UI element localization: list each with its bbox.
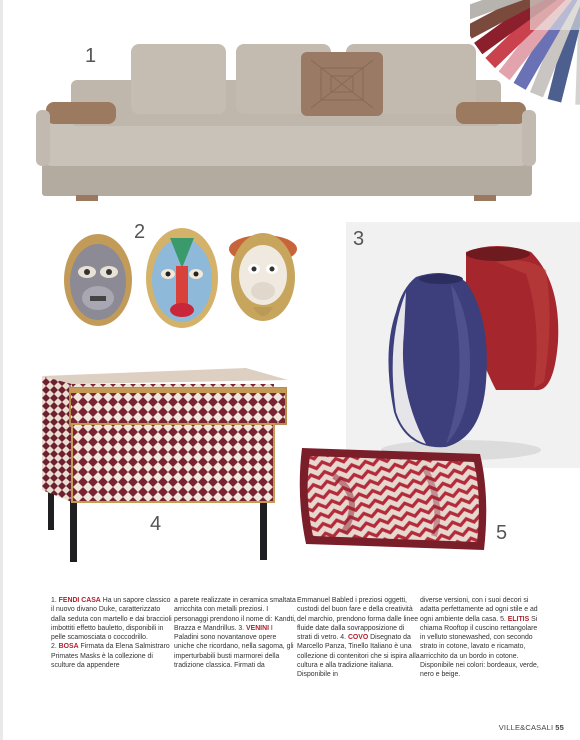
label-4: 4 [150, 513, 162, 535]
brand-fendi-casa: FENDI CASA [58, 597, 101, 604]
para-text-5: Si chiama Rooftop il cuscino rettangolare in velluto stonewashed, con secondo strato in cotone, lavato e ricamato, arricchito da un bordo in cotone. Disponibile nei colori: bordeaux, verde, nero e beige. [420, 615, 539, 679]
magazine-name: VILLE&CASALI [498, 723, 554, 732]
label-3: 3 [353, 228, 365, 250]
primates-masks-image [58, 222, 308, 337]
label-2: 2 [134, 221, 146, 243]
venini-vases-image [346, 222, 580, 468]
para-text-3-cont: Emmanuel Babled i preziosi oggetti, custodi del buon fare e della creatività del marchio, prendono forma dalle linee fluide date dalla sovrapposizione di strati di vetro. [297, 597, 419, 642]
para-text-4: Disegnato da Marcello Panza, Tinello Italiano è una collezione di contenitori che si ispira alla cultura e alla tradizione italiana. Disponibile in [297, 634, 420, 679]
para-num-2: 2. [51, 643, 57, 651]
tinello-cabinet-image [38, 362, 293, 572]
para-text-1: Ha un sapore classico il nuovo divano Duke, caratterizzato dalla seduta con martello e dai braccioli imbottiti effetto bauletto, disponibili in pelle scamosciata o coccodrillo. [51, 597, 172, 642]
para-text-3: I Paladini sono novantanove opere uniche che ricordano, nella sagoma, gli imperturbabili busti marmorei della tradizione classica. Firmati da [174, 624, 294, 670]
brand-venini: VENINI [246, 624, 269, 632]
para-text-2-cont: a parete realizzate in ceramica smaltata arricchita con metalli preziosi. I personaggi prendono il nome di: Kandti, Brazza e Mandrillus. [174, 597, 296, 632]
para-num-3: 3. [238, 624, 245, 632]
para-num-4: 4. [340, 634, 347, 642]
label-1: 1 [85, 45, 97, 67]
para-text-2: Firmata da Elena Salmistraro Primates Masks è la collezione di sculture da appendere [51, 643, 170, 670]
page-number: 55 [555, 723, 564, 732]
brand-covo: COVO [347, 634, 369, 642]
brand-elitis: ELITIS [507, 615, 530, 623]
text-column-4 [420, 596, 544, 680]
brand-bosa: BOSA [58, 643, 79, 651]
page-edge [0, 0, 3, 740]
rooftop-cushion-image [294, 436, 494, 562]
label-5: 5 [496, 522, 508, 544]
text-column-1 [51, 596, 175, 670]
text-column-2 [174, 596, 298, 670]
text-column-3 [297, 596, 421, 680]
para-text-4-cont: diverse versioni, con i suoi decori si adatta perfettamente ad ogni stile e ad ogni ambiente della casa. [420, 597, 538, 623]
page-footer [499, 723, 564, 732]
para-num-5: 5. [500, 615, 506, 623]
sofa-image [36, 40, 536, 205]
para-num-1: 1. [51, 597, 57, 604]
